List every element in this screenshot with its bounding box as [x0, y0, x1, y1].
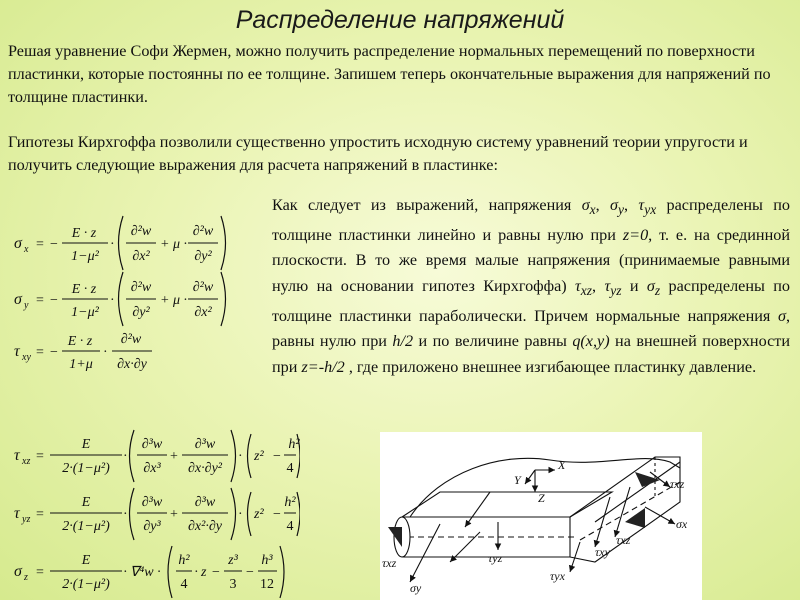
tyz-h2: h² — [284, 495, 296, 510]
txz-d3w: ∂³w — [141, 437, 163, 452]
label-tau-xz-right: τxz — [616, 533, 631, 547]
txy-minus: − — [50, 345, 58, 360]
intro-paragraph: Решая уравнение Софи Жермен, можно получить распределение нормальных перемещений по поверхности пластинки, которые постоянны по ее толщине. Запишем теперь окончательные выражения для напряжений по толщине пластинки. — [8, 42, 771, 106]
tyz-dot-2: · — [238, 507, 243, 522]
label-tau-xz-left: τxz — [382, 556, 397, 570]
sz-den: 2·(1−μ²) — [62, 577, 110, 592]
sz-minus: − — [212, 565, 220, 580]
sy-d2w: ∂²w — [130, 280, 152, 295]
sz-four: 4 — [180, 577, 188, 592]
tyz-d3w: ∂³w — [141, 495, 163, 510]
sy-symbol: σ — [14, 291, 22, 308]
plate-front-face — [402, 517, 570, 557]
sx-dy2: ∂y² — [194, 249, 212, 264]
formula-sigma-x — [14, 216, 226, 270]
sz-z3: z³ — [228, 553, 238, 568]
label-tau-yz: τyz — [488, 551, 503, 565]
txz-d3w-2: ∂³w — [194, 437, 216, 452]
sy-plusmu: + μ · — [160, 293, 187, 308]
txz-eq: = — [36, 449, 44, 464]
txy-den: 1+μ — [69, 357, 93, 372]
tyz-z2: z² — [254, 507, 264, 522]
txz-dxdy2: ∂x·∂y² — [188, 461, 222, 476]
txy-eq: = — [36, 345, 44, 360]
sy-eq: = — [36, 293, 44, 308]
txz-minus: − — [273, 449, 281, 464]
sx-plusmu: + μ · — [160, 237, 187, 252]
formula-tau-xz — [14, 430, 300, 482]
txy-dxdy: ∂x·∂y — [117, 357, 147, 372]
txz-h2: h² — [288, 437, 300, 452]
tyz-d3w-2: ∂³w — [194, 495, 216, 510]
sz-dot: · — [123, 565, 128, 580]
sy-dy2: ∂y² — [132, 305, 150, 320]
sx-dx2: ∂x² — [132, 249, 150, 264]
formula-sigma-y — [14, 272, 226, 326]
sx-symbol: σ — [14, 235, 22, 252]
explanation-paragraph: Как следует из выражений, напряжения $\sigma_x$, $\sigma_y$, $\tau_{yx}$ распределены по толщине пластинки линейно и равны нулю при z=0, т. е. на срединной плоскости. В то же время малые напряжения (принимаемые равными нулю на основании гипотез Кирхгоффа) $\tau_{xz}$, $\tau_{yz}$ и $\sigma_z$ распределены по толщине пластинки параболически. Причем нормальные напряжения σ, равны нулю при h/2 и по величине равны q(x,y) на внешней поверхности при z=-h/2 , где приложено внешнее изгибающее пластинку давление. — [272, 196, 791, 377]
sx-num: E · z — [71, 226, 97, 241]
txz-dx3: ∂x³ — [143, 461, 161, 476]
kirchhoff-paragraph: Гипотезы Кирхгоффа позволили существенно упростить исходную систему уравнений теории упругости и получить следующие выражения для расчета напряжений в пластинке: — [8, 133, 748, 174]
stress-formulas — [0, 180, 300, 600]
sy-dot: · — [110, 293, 115, 308]
sx-sub: x — [24, 244, 29, 255]
slide-title: Распределение напряжений — [235, 6, 565, 34]
label-axis-x: X — [558, 458, 566, 472]
sy-den: 1−μ² — [71, 305, 99, 320]
txy-num: E · z — [67, 334, 93, 349]
sx-eq: = — [36, 237, 44, 252]
txz-z2: z² — [254, 449, 264, 464]
label-tau-yx: τyx — [550, 569, 565, 583]
txy-d2w: ∂²w — [120, 332, 142, 347]
sz-nabla: ∇⁴w · — [130, 565, 161, 580]
sz-minus-2: − — [246, 565, 254, 580]
txy-symbol: τ — [14, 343, 20, 360]
txy-sub: xy — [22, 352, 31, 363]
sy-d2w-2: ∂²w — [192, 280, 214, 295]
sz-h3: h³ — [261, 553, 273, 568]
sz-symbol: σ — [14, 563, 22, 580]
formula-tau-yz — [14, 488, 300, 540]
tyz-minus: − — [273, 507, 281, 522]
txz-dot-2: · — [238, 449, 243, 464]
formula-sigma-z — [14, 546, 284, 598]
txz-four: 4 — [286, 461, 294, 476]
txz-num: E — [81, 437, 91, 452]
tyz-dy3: ∂y³ — [143, 519, 161, 534]
sx-minus: − — [50, 237, 58, 252]
txz-sub: xz — [22, 456, 31, 467]
axis-y-arrow — [525, 470, 535, 484]
sz-num: E — [81, 553, 91, 568]
label-tau-xz-top: τxz — [670, 477, 685, 491]
plate-top-edge — [410, 458, 680, 517]
sy-num: E · z — [71, 282, 97, 297]
tyz-sub: yz — [22, 514, 31, 525]
tyz-dot: · — [123, 507, 128, 522]
plate-stress-diagram — [380, 432, 702, 600]
tyz-num: E — [81, 495, 91, 510]
sz-z: z — [201, 565, 207, 580]
label-sigma-x: σx — [676, 517, 688, 531]
tyz-den: 2·(1−μ²) — [62, 519, 110, 534]
label-axis-z: Z — [538, 491, 545, 505]
tyz-dx2dy: ∂x²·∂y — [188, 519, 222, 534]
txz-dot: · — [123, 449, 128, 464]
sz-twelve: 12 — [260, 577, 274, 592]
txz-plus: + — [170, 449, 178, 464]
plate-top-strip — [402, 492, 612, 517]
sz-eq: = — [36, 565, 44, 580]
sz-dot-2: · — [194, 565, 199, 580]
tyz-plus: + — [170, 507, 178, 522]
sx-dot: · — [110, 237, 115, 252]
sz-sub: z — [24, 572, 28, 583]
sy-sub: y — [24, 300, 29, 311]
label-axis-y: Y — [514, 473, 521, 487]
txz-den: 2·(1−μ²) — [62, 461, 110, 476]
sz-three: 3 — [229, 577, 237, 592]
sy-dx2: ∂x² — [194, 305, 212, 320]
tyz-symbol: τ — [14, 505, 20, 522]
label-sigma-y: σy — [410, 581, 422, 595]
sx-d2w-2: ∂²w — [192, 224, 214, 239]
sx-d2w: ∂²w — [130, 224, 152, 239]
formula-tau-xy — [14, 332, 152, 372]
sy-minus: − — [50, 293, 58, 308]
txz-symbol: τ — [14, 447, 20, 464]
tyz-four: 4 — [286, 519, 294, 534]
label-tau-xy: τxy — [595, 545, 610, 559]
txy-dot: · — [103, 345, 108, 360]
tyz-eq: = — [36, 507, 44, 522]
sx-den: 1−μ² — [71, 249, 99, 264]
sz-h2: h² — [178, 553, 190, 568]
